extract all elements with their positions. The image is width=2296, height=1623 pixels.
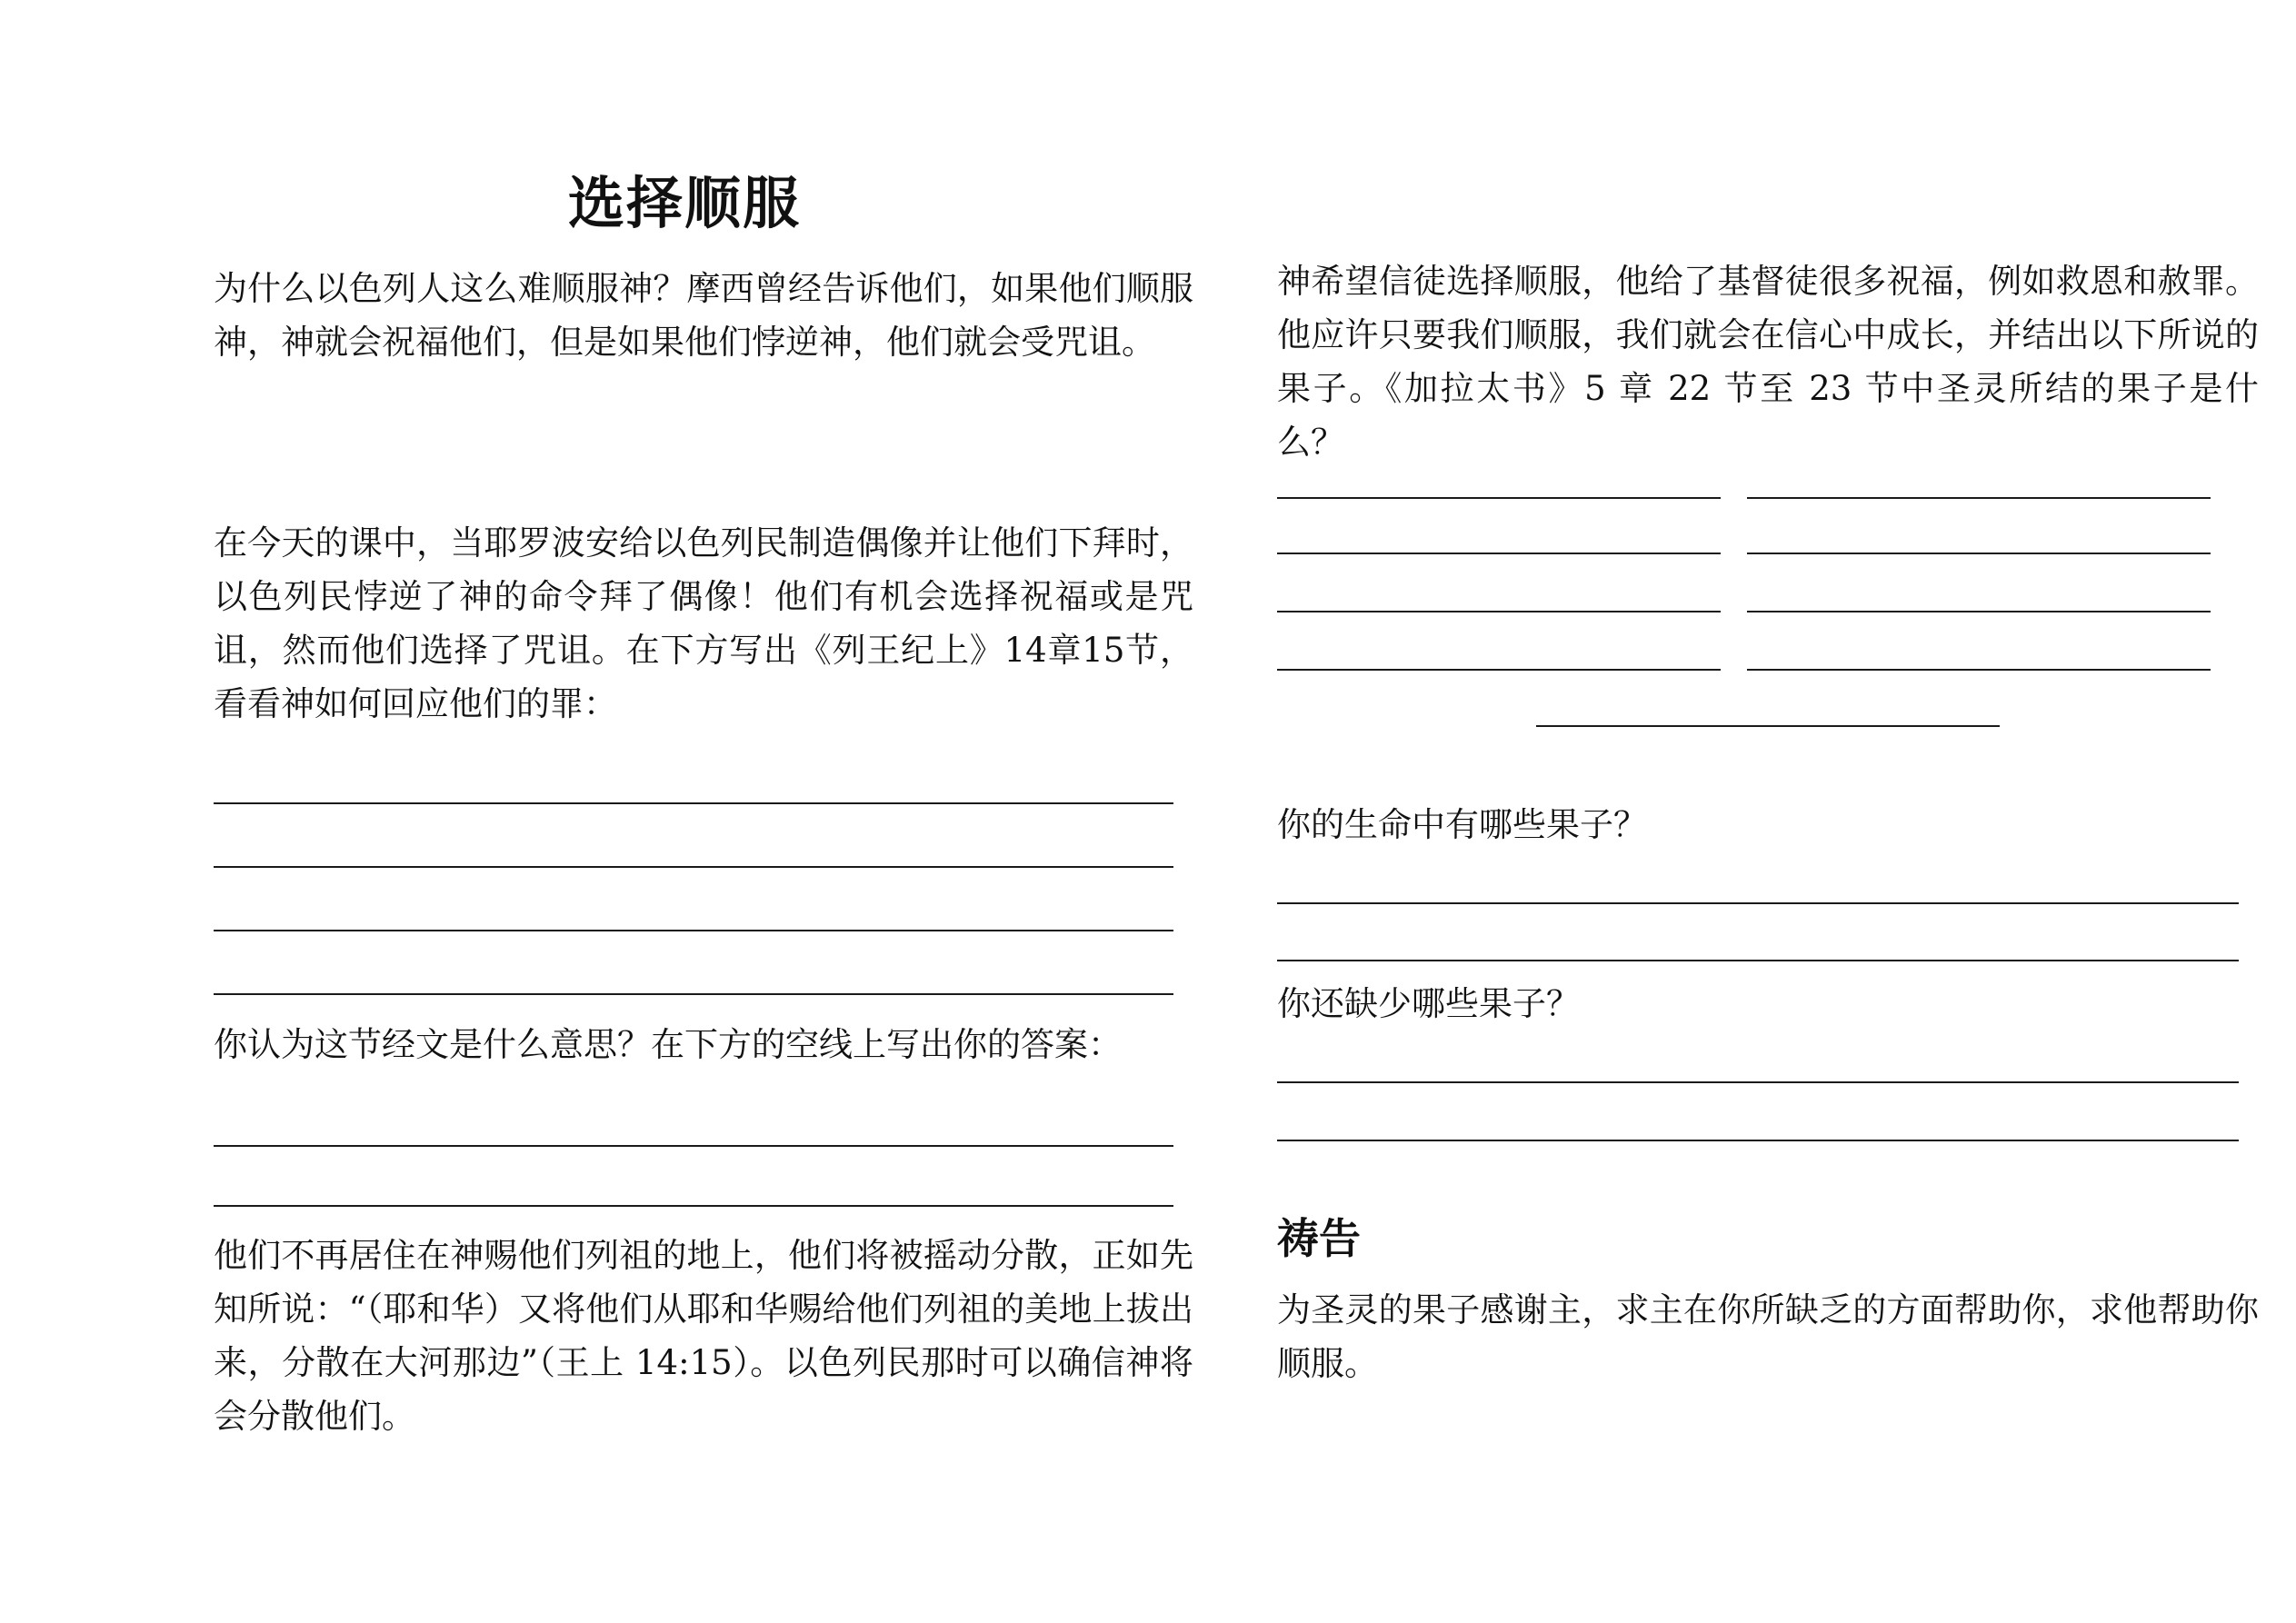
meaning-answer-line-1[interactable] [214,1145,1173,1147]
fruits-lack-line-1[interactable] [1277,1081,2239,1083]
fruit-answer-line-8[interactable] [1747,669,2211,671]
meaning-answer-line-2[interactable] [214,1205,1173,1207]
meaning-question: 你认为这节经文是什么意思？在下方的空线上写出你的答案： [214,1025,1122,1064]
verse-answer-line-4[interactable] [214,993,1173,995]
left-intro-paragraph: 为什么以色列人这么难顺服神？摩西曾经告诉他们，如果他们顺服神，神就会祝福他们，但是如果他们悖逆神，他们就会受咒诅。 [214,269,1193,362]
fruit-answer-line-1[interactable] [1277,497,1721,499]
verse-answer-line-2[interactable] [214,866,1173,868]
fruit-answer-line-9[interactable] [1536,725,2000,727]
right-intro-paragraph: 神希望信徒选择顺服，他给了基督徒很多祝福，例如救恩和赦罪。他应许只要我们顺服，我们就会在信心中成长，并结出以下所说的果子。《加拉太书》5 章 22 节至 23 节中圣灵所结的果子是什么？ [1277,262,2259,462]
fruit-answer-line-3[interactable] [1277,553,1721,554]
page-title: 选择顺服 [568,170,802,236]
verse-answer-line-1[interactable] [214,802,1173,804]
fruit-answer-line-7[interactable] [1277,669,1721,671]
prayer-heading: 祷告 [1277,1214,1361,1263]
fruits-have-question: 你的生命中有哪些果子？ [1277,805,1647,844]
fruit-answer-line-2[interactable] [1747,497,2211,499]
fruit-answer-line-6[interactable] [1747,611,2211,612]
fruits-have-line-1[interactable] [1277,902,2239,904]
prayer-paragraph: 为圣灵的果子感谢主，求主在你所缺乏的方面帮助你，求他帮助你顺服。 [1277,1290,2259,1383]
fruits-lack-question: 你还缺少哪些果子？ [1277,984,1580,1023]
fruits-lack-line-2[interactable] [1277,1140,2239,1141]
verse-answer-line-3[interactable] [214,930,1173,931]
lesson-paragraph: 在今天的课中，当耶罗波安给以色列民制造偶像并让他们下拜时，以色列民悖逆了神的命令拜了偶像！他们有机会选择祝福或是咒诅，然而他们选择了咒诅。在下方写出《列王纪上》14章15节，看看神如何回应他们的罪： [214,523,1193,723]
fruits-have-line-2[interactable] [1277,960,2239,961]
fruit-answer-line-4[interactable] [1747,553,2211,554]
fruit-answer-line-5[interactable] [1277,611,1721,612]
closing-paragraph: 他们不再居住在神赐他们列祖的地上，他们将被摇动分散，正如先知所说：“（耶和华）又将他们从耶和华赐给他们列祖的美地上拔出来，分散在大河那边”（王上 14:15）。以色列民那时可以确信神将会分散他们。 [214,1236,1193,1436]
